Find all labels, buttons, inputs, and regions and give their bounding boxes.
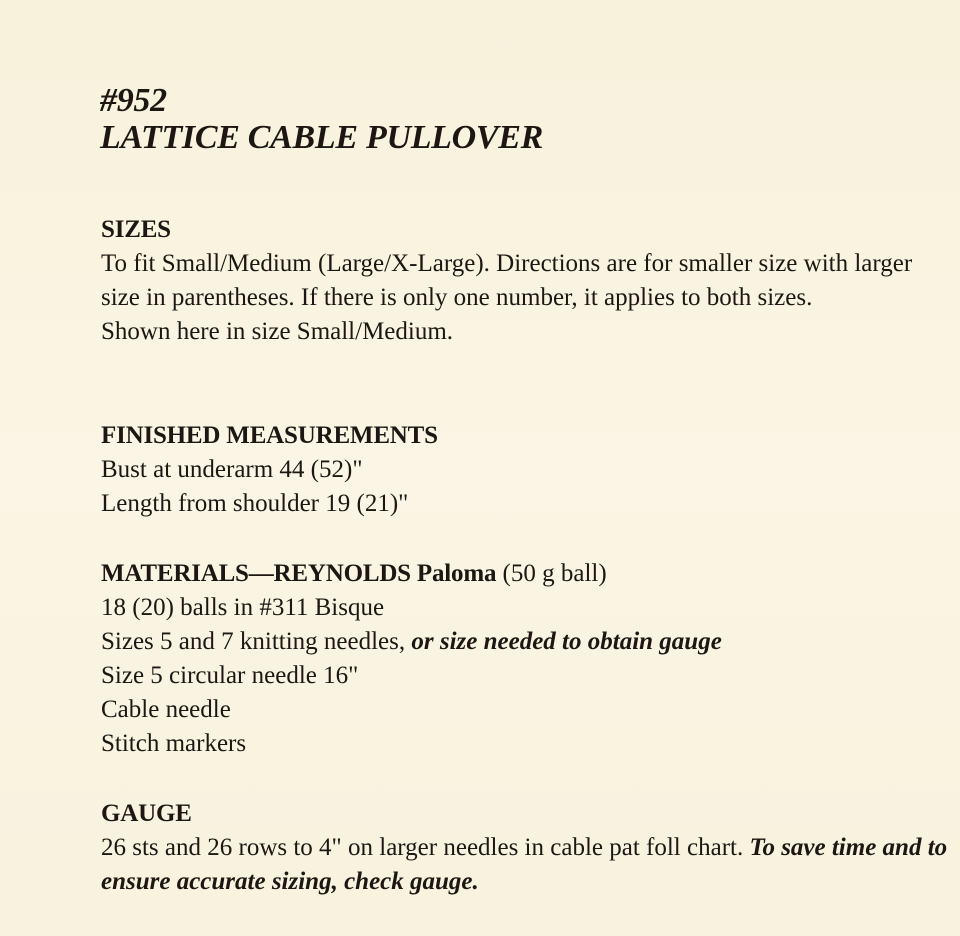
gauge-note: To save time and to ensure accurate sizing, check gauge.: [101, 834, 948, 895]
length-measurement: Length from shoulder 19 (21)": [101, 490, 409, 517]
gauge-paragraph: [101, 831, 951, 899]
finished-measurements-heading: FINISHED MEASUREMENTS: [101, 422, 438, 449]
sizes-heading: SIZES: [101, 216, 171, 243]
materials-cable-needle: Cable needle: [101, 696, 231, 723]
sizes-shown: Shown here in size Small/Medium.: [101, 318, 454, 345]
pattern-header: [100, 82, 543, 156]
sizes-section: [101, 213, 931, 349]
materials-heading: MATERIALS—REYNOLDS Paloma: [101, 560, 497, 587]
finished-measurements-section: [101, 419, 438, 521]
materials-needles-line: [101, 625, 722, 659]
materials-needles: Sizes 5 and 7 knitting needles,: [101, 628, 406, 655]
materials-heading-note: (50 g ball): [502, 560, 607, 587]
sizes-text: To fit Small/Medium (Large/X-Large). Directions are for smaller size with larger size in parentheses. If there is only one number, it applies to both sizes.: [101, 250, 913, 311]
materials-section: [101, 557, 722, 761]
pattern-title: LATTICE CABLE PULLOVER: [100, 119, 544, 156]
gauge-heading: GAUGE: [101, 800, 192, 827]
gauge-text: 26 sts and 26 rows to 4" on larger needles in cable pat foll chart.: [101, 834, 744, 861]
materials-heading-line: [101, 557, 722, 591]
materials-circular-needle: Size 5 circular needle 16": [101, 662, 359, 689]
materials-needles-note: or size needed to obtain gauge: [411, 628, 722, 655]
materials-yarn: 18 (20) balls in #311 Bisque: [101, 594, 385, 621]
pattern-number: #952: [100, 82, 167, 119]
materials-stitch-markers: Stitch markers: [101, 730, 247, 757]
gauge-section: [101, 797, 951, 899]
bust-measurement: Bust at underarm 44 (52)": [101, 456, 363, 483]
